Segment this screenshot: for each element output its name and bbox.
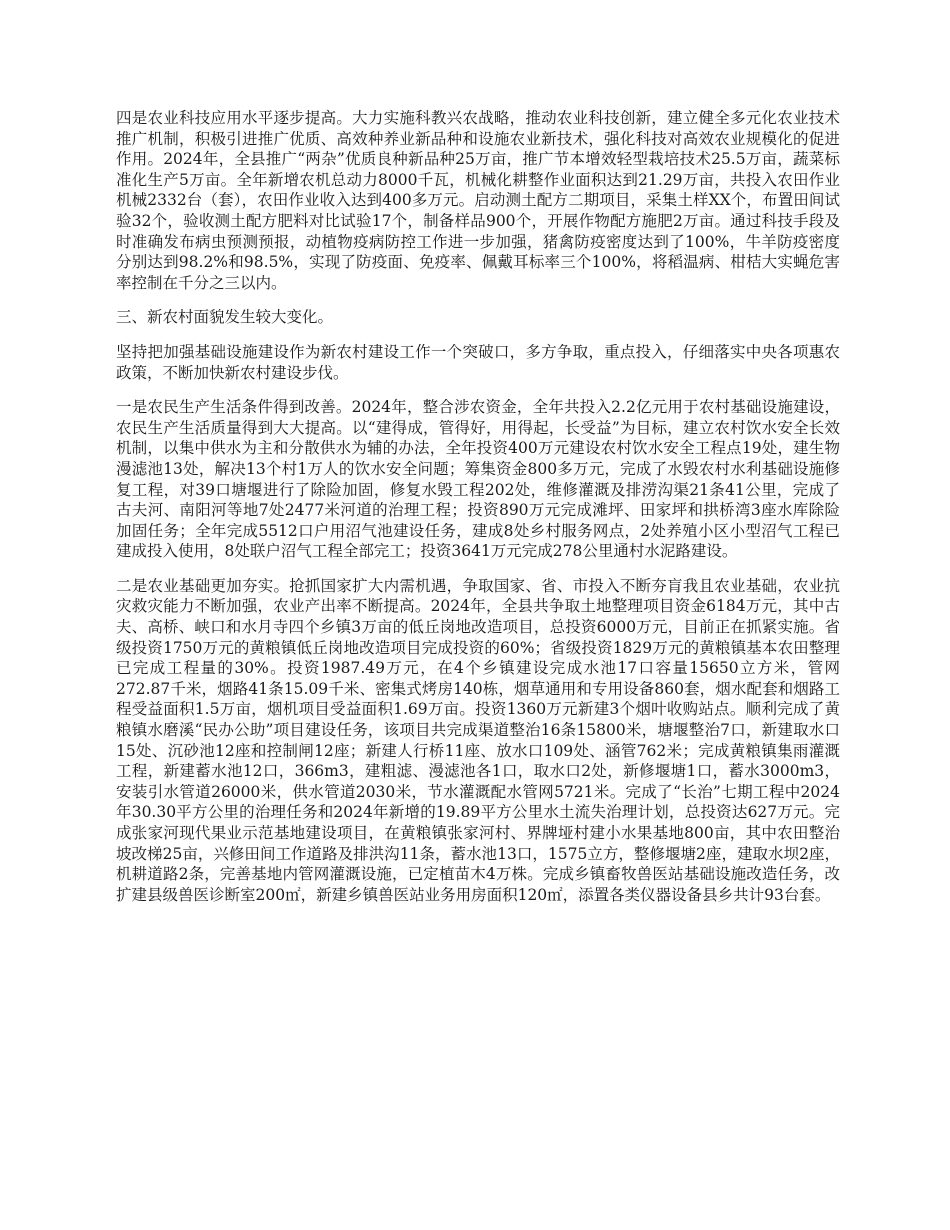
document-body <box>116 108 840 919</box>
paragraph-agri-tech: 四是农业科技应用水平逐步提高。大力实施科教兴农战略，推动农业科技创新，建立健全多元化农业技术推广机制，积极引进推广优质、高效种养业新品种和设施农业新技术，强化科技对高效农业规模化的促进作用。2024年，全县推广“两杂”优质良种新品种25万亩，推广节本增效轻型栽培技术25.5万亩，蔬菜标准化生产5万亩。全年新增农机总动力8000千瓦，机械化耕整作业面积达到21.29万亩，共投入农田作业机械2332台（套），农田作业收入达到400多万元。启动测土配方二期项目，采集土样XX个，布置田间试验32个，验收测土配方肥料对比试验17个，制备样品900个，开展作物配方施肥2万亩。通过科技手段及时准确发布病虫预测预报，动植物疫病防控工作进一步加强，猪禽防疫密度达到了100%，牛羊防疫密度分别达到98.2%和98.5%，实现了防疫面、免疫率、佩戴耳标率三个100%，将稻温病、柑桔大实蝇危害率控制在千分之三以内。 <box>116 109 840 292</box>
paragraph-infrastructure-intro: 坚持把加强基础设施建设作为新农村建设工作一个突破口，多方争取，重点投入，仔细落实中央各项惠农政策，不断加快新农村建设步伐。 <box>116 342 840 382</box>
section-heading-new-countryside: 三、新农村面貌发生较大变化。 <box>116 308 334 327</box>
paragraph-living-conditions: 一是农民生产生活条件得到改善。2024年，整合涉农资金，全年共投入2.2亿元用于农村基础设施建设，农民生产生活质量得到大大提高。以“建得成，管得好，用得起，长受益”为目标，建立农村饮水安全长效机制，以集中供水为主和分散供水为辅的办法，全年投资400万元建设农村饮水安全工程点19处，建生物漫滤池13处，解决13个村1万人的饮水安全问题；筹集资金800多万元，完成了水毁农村水利基础设施修复工程，对39口塘堰进行了除险加固，修复水毁工程202处，维修灌溉及排涝沟渠21条41公里，完成了古夫河、南阳河等地7处2477米河道的治理工程；投资890万元完成滩坪、田家坪和拱桥湾3座水库除险加固任务；全年完成5512口户用沼气池建设任务，建成8处乡村服务网点，2处养殖小区小型沼气工程已建成投入使用，8处联户沼气工程全部完工；投资3641万元完成278公里通村水泥路建设。 <box>116 398 840 561</box>
paragraph-agri-foundation: 二是农业基础更加夯实。抢抓国家扩大内需机遇，争取国家、省、市投入不断夯肓我且农业基础，农业抗灾救灾能力不断加强，农业产出率不断提高。2024年，全县共争取土地整理项目资金6184万元，其中古夫、高桥、峡口和水月寺四个乡镇3万亩的低丘岗地改造项目，总投资6000万元，目前正在抓紧实施。省级投资1750万元的黄粮镇低丘岗地改造项目完成投资的60%；省级投资1829万元的黄粮镇基本农田整理已完成工程量的30%。投资1987.49万元，在4个乡镇建设完成水池17口容量15650立方米，管网272.87千米，烟路41条15.09千米、密集式烤房140栋，烟草通用和专用设备860套，烟水配套和烟路工程受益面积1.5万亩，烟机项目受益面积1.69万亩。投资1360万元新建3个烟叶收购站点。顺利完成了黄粮镇水磨溪“民办公助”项目建设任务，该项目共完成渠道整治16条15800米，塘堰整治7口，新建取水口15处、沉砂池12座和控制闸12座；新建人行桥11座、放水口109处、涵管762米；完成黄粮镇集雨灌溉工程，新建蓄水池12口，366m3，建粗滤、漫滤池各1口，取水口2处，新修堰塘1口，蓄水3000m3，安装引水管道26000米，供水管道2030米，节水灌溉配水管网5721米。完成了“长治”七期工程中2024年30.30平方公里的治理任务和2024年新增的19.89平方公里水土流失治理计划，总投资达627万元。完成张家河现代果业示范基地建设项目，在黄粮镇张家河村、界牌垭村建小水果基地800亩，其中农田整治坡改梯25亩，兴修田间工作道路及排洪沟11条，蓄水池13口，1575立方，整修堰塘2座，建取水坝2座，机耕道路2条，完善基地内管网灌溉设施，已定植苗木4万株。完成乡镇畜牧兽医站基础设施改造任务，改扩建县级兽医诊断室200㎡，新建乡镇兽医站业务用房面积120㎡，添置各类仪器设备县乡共计93台套。 <box>116 576 840 904</box>
